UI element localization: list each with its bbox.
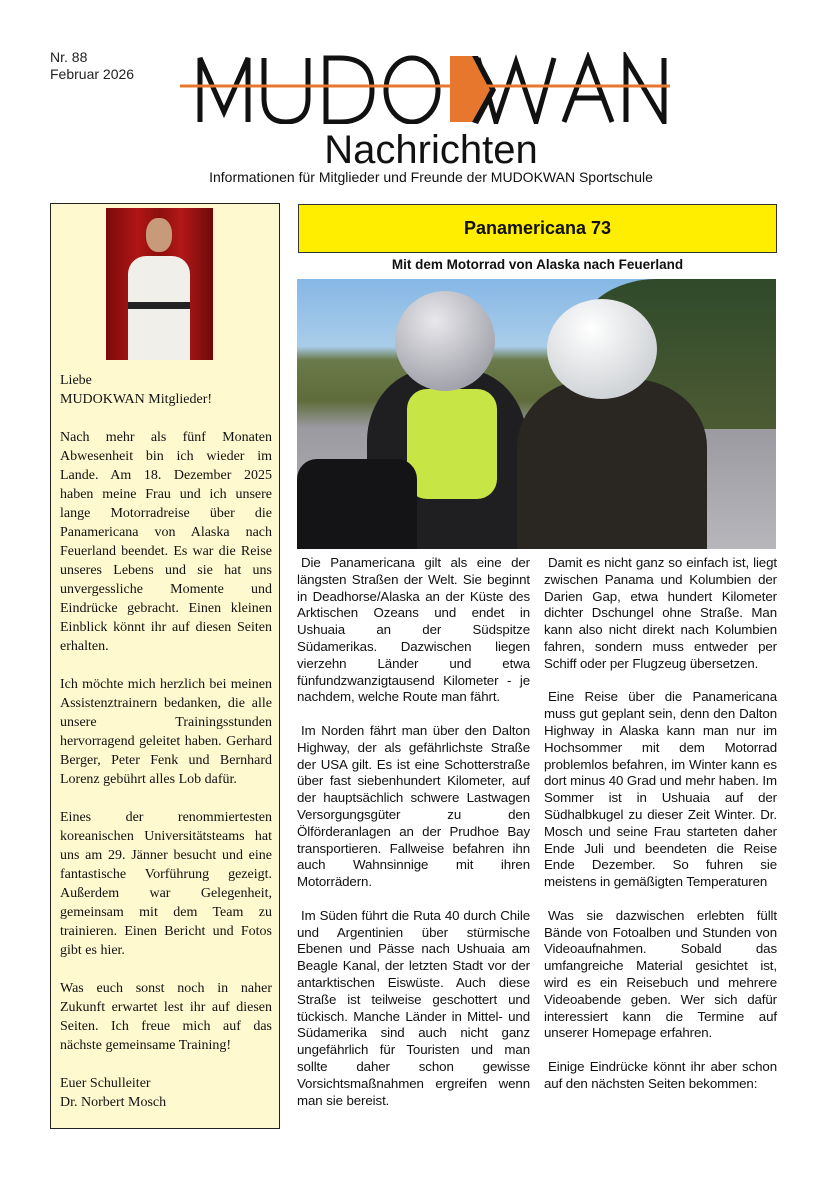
author-name: Dr. Norbert Mosch — [60, 1095, 167, 1110]
signature — [60, 1074, 272, 1112]
editorial-letter-box — [50, 203, 280, 1129]
letter-paragraph: Nach mehr als fünf Monaten Abwesenheit bin ich wieder im Lande. Am 18. Dezember 2025 haben meine Frau und ich unsere lange Motorradreise über die Panamericana von Alaska nach Feuerland beendet. Es war die Reise unseres Lebens und sie hat uns unvergessliche Momente und Eindrücke gebracht. Einen kleinen Einblick könnt ihr auf diesen Seiten erhalten. — [60, 430, 272, 654]
article-paragraph: Die Panamericana gilt als eine der längsten Straßen der Welt. Sie beginnt in Deadhorse/Alaska an der Küste des Arktischen Ozeans und endet in Ushuaia an der Südspitze Südamerikas. Dazwischen liegen vierzehn Länder und etwa fünfundzwanzigtausend Kilometer - je nachdem, welche Route man fährt. — [297, 555, 530, 705]
article-paragraph: Im Norden fährt man über den Dalton Highway, der als gefährlichste Straße der USA gilt. Es ist eine Schotterstraße über fast siebenhundert Kilometer, auf der hauptsächlich schwere Lastwagen Versorgungsgüter zu den Ölförderanlagen an der Prudhoe Bay transportieren. Fallweise befahren ihn auch Wahnsinnige mit ihren Motorrädern. — [297, 722, 530, 890]
letter-paragraph: Ich möchte mich herzlich bei meinen Assistenztrainern bedanken, die alle unsere Trainingsstunden hervorragend geleitet haben. Gerhard Berger, Peter Fenk und Bernhard Lorenz gebührt alles Lob dafür. — [60, 677, 272, 787]
article-paragraph: Damit es nicht ganz so einfach ist, liegt zwischen Panama und Kolumbien der Darien Gap, etwa hundert Kilometer dichter Dschungel ohne Straße. Man kann also nicht direkt nach Kolumbien fahren, sondern muss entweder per Schiff oder per Flugzeug übersetzen. — [544, 555, 777, 671]
greeting-line: MUDOKWAN Mitglieder! — [60, 392, 213, 407]
issue-info — [50, 49, 134, 83]
article-subtitle: Mit dem Motorrad von Alaska nach Feuerland — [391, 257, 684, 272]
article-paragraph: Was sie dazwischen erlebten füllt Bände von Fotoalben und Stunden von Videoaufnahmen. Sobald das umfangreiche Material gesichtet ist, wird es ein Reisebuch und mehrere Videoabende geben. Wer sich dafür interessiert kann die Termine auf unserer Homepage erfahren. — [544, 907, 777, 1041]
article-title: Panamericana 73 — [298, 204, 777, 253]
article-paragraph: Einige Eindrücke könnt ihr aber schon auf den nächsten Seiten bekommen: — [544, 1058, 777, 1091]
article-paragraph: Im Süden führt die Ruta 40 durch Chile und Argentinien über stürmische Ebenen und Pässe nach Ushuaia am Beagle Kanal, der letzten Stadt vor der antarktischen Eiswüste. Auch diese Straße ist teilweise geschottert und tückisch. Manche Länder in Mittel- und Südamerika sind auch nicht ganz ungefährlich für Touristen und man sollte daher schon gewisse Vorsichtsmaßnahmen ergreifen wenn man sie bereist. — [297, 907, 530, 1108]
article-column-1 — [297, 555, 530, 1126]
letter-paragraph: Was euch sonst noch in naher Zukunft erwartet lest ihr auf diesen Seiten. Ich freue mich auf das nächste gemeinsame Training! — [60, 981, 272, 1053]
greeting — [60, 371, 272, 409]
motorcycle-photo — [297, 279, 776, 549]
mudokwan-logo — [180, 52, 670, 124]
tagline: Informationen für Mitglieder und Freunde der MUDOKWAN Sportschule — [209, 169, 653, 185]
issue-number: Nr. 88 — [50, 49, 88, 65]
closing-line: Euer Schulleiter — [60, 1076, 151, 1091]
issue-date: Februar 2026 — [50, 66, 135, 82]
letter-paragraph: Eines der renommiertesten koreanischen Universitätsteams hat uns am 29. Jänner besucht und eine fantastische Vorführung gezeigt. Außerdem war Gelegenheit, gemeinsam mit dem Team zu trainieren. Einen Bericht und Fotos gibt es hier. — [60, 810, 272, 958]
editorial-text — [60, 371, 272, 1131]
publication-title: Nachrichten — [324, 128, 538, 172]
article-column-2 — [544, 555, 777, 1109]
author-portrait-image — [106, 208, 213, 360]
greeting-line: Liebe — [60, 373, 92, 388]
article-paragraph: Eine Reise über die Panamericana muss gut geplant sein, denn den Dalton Highway in Alaska kann man nur im Hochsommer mit dem Motorrad problemlos befahren, im Winter kann es dort minus 40 Grad und mehr haben. Im Sommer ist in Ushuaia auf der Südhalbkugel zu dieser Zeit Winter. Dr. Mosch und seine Frau starteten daher Ende Juli und beendeten die Reise Ende Dezember. So fuhren sie meistens in gemäßigten Temperaturen — [544, 689, 777, 890]
